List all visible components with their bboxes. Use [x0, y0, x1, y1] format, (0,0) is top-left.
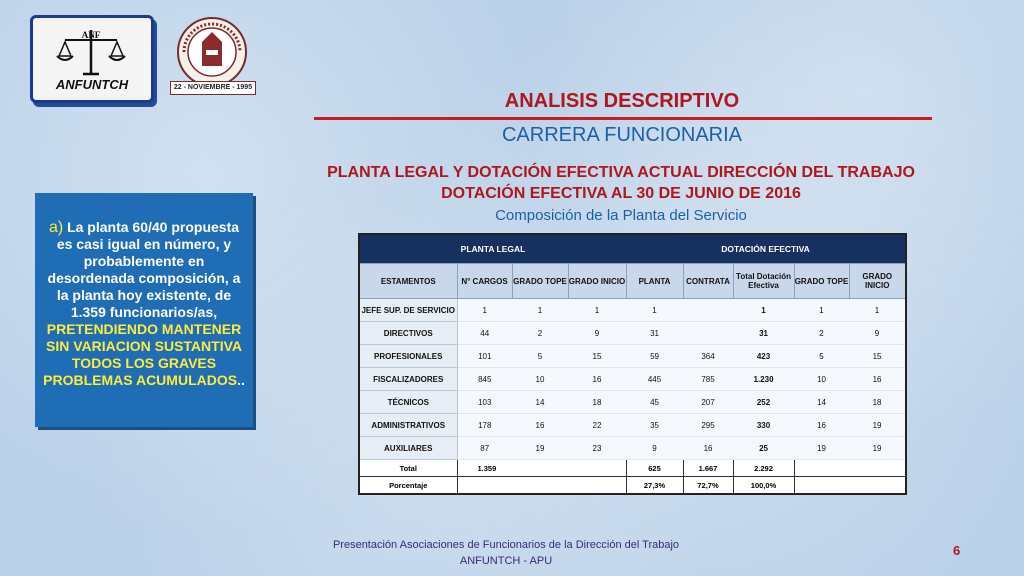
table-row [359, 299, 906, 322]
slide-title: ANALISIS DESCRIPTIVO [504, 90, 740, 112]
title-underline [314, 117, 932, 120]
table-cell: 45 [626, 391, 683, 414]
table-cell: 87 [457, 437, 512, 460]
table-cell: 10 [512, 368, 568, 391]
table-row [359, 414, 906, 437]
table-cell: 1 [849, 299, 906, 322]
row-label: AUXILIARES [359, 437, 457, 460]
table-cell: 1 [512, 299, 568, 322]
table-cell: 9 [568, 322, 626, 345]
footer-text: Presentación Asociaciones de Funcionarios de la Dirección del Trabajo [332, 539, 680, 551]
table-cell: 178 [457, 414, 512, 437]
table-cell: 1 [626, 299, 683, 322]
note-emphasis: PRETENDIENDO MANTENER SIN VARIACION SUSTANTIVA TODOS LOS GRAVES PROBLEMAS ACUMULADOS [43, 321, 242, 388]
table-cell: 364 [683, 345, 733, 368]
staffing-table-container [358, 233, 905, 495]
percentage-label: Porcentaje [359, 477, 457, 495]
slide-subtitle: CARRERA FUNCIONARIA [501, 124, 743, 146]
apu-logo [162, 12, 256, 97]
table-row [359, 368, 906, 391]
table-cell: 103 [457, 391, 512, 414]
analysis-note-box [35, 193, 253, 427]
table-cell: 9 [626, 437, 683, 460]
col-header: N° CARGOS [457, 264, 512, 299]
table-cell: 19 [849, 414, 906, 437]
table-cell: 16 [849, 368, 906, 391]
table-cell: 1 [733, 299, 794, 322]
table-column-header [359, 264, 906, 299]
note-prefix: a) [48, 219, 64, 236]
table-body [359, 299, 906, 460]
table-cell: 25 [733, 437, 794, 460]
table-cell: 1.230 [733, 368, 794, 391]
table-row [359, 322, 906, 345]
col-header: GRADO INICIO [849, 264, 906, 299]
table-row [359, 437, 906, 460]
table-row [359, 391, 906, 414]
total-label: Total [359, 460, 457, 477]
percentage-planta: 27,3% [626, 477, 683, 495]
table-cell: 16 [568, 368, 626, 391]
section-subheading: DOTACIÓN EFECTIVA AL 30 DE JUNIO DE 2016 [441, 185, 801, 202]
table-cell: 16 [794, 414, 849, 437]
table-cell: 1 [568, 299, 626, 322]
table-cell: 23 [568, 437, 626, 460]
table-cell: 785 [683, 368, 733, 391]
table-percentage-row [359, 477, 906, 495]
table-cell: 14 [512, 391, 568, 414]
percentage-dotacion: 100,0% [733, 477, 794, 495]
col-header: Total Dotación Efectiva [733, 264, 794, 299]
table-cell: 18 [849, 391, 906, 414]
table-cell: 19 [849, 437, 906, 460]
percentage-empty-right [794, 477, 906, 495]
table-cell: 16 [683, 437, 733, 460]
table-cell: 15 [568, 345, 626, 368]
table-caption: Composición de la Planta del Servicio [495, 207, 747, 224]
percentage-empty [457, 477, 626, 495]
col-header: GRADO TOPE [794, 264, 849, 299]
table-cell: 445 [626, 368, 683, 391]
total-cargos: 1.359 [457, 460, 626, 477]
table-cell: 59 [626, 345, 683, 368]
table-cell: 44 [457, 322, 512, 345]
table-cell: 1 [457, 299, 512, 322]
total-dotacion: 2.292 [733, 460, 794, 477]
footer-org: ANFUNTCH - APU [459, 555, 553, 567]
table-cell: 1 [794, 299, 849, 322]
table-cell: 252 [733, 391, 794, 414]
total-contrata: 1.667 [683, 460, 733, 477]
row-label: PROFESIONALES [359, 345, 457, 368]
table-cell: 5 [512, 345, 568, 368]
percentage-contrata: 72,7% [683, 477, 733, 495]
table-group-header [359, 234, 906, 264]
table-cell: 845 [457, 368, 512, 391]
table-row [359, 345, 906, 368]
anfuntch-logo-text: ANFUNTCH [55, 77, 129, 92]
note-text: La planta 60/40 propuesta es casi igual en número, y probablemente en desordenada composición, a la planta hoy existente, de 1.359 funcionarios/as, [47, 219, 241, 320]
total-empty [794, 460, 906, 477]
scales-icon [55, 26, 127, 78]
row-label: ADMINISTRATIVOS [359, 414, 457, 437]
table-cell: 31 [733, 322, 794, 345]
table-cell: 22 [568, 414, 626, 437]
col-header: ESTAMENTOS [359, 264, 457, 299]
table-cell: 101 [457, 345, 512, 368]
total-planta: 625 [626, 460, 683, 477]
table-cell: 330 [733, 414, 794, 437]
table-cell: 31 [626, 322, 683, 345]
note-suffix: .. [237, 372, 245, 388]
row-label: DIRECTIVOS [359, 322, 457, 345]
table-cell: 10 [794, 368, 849, 391]
table-cell: 18 [568, 391, 626, 414]
apu-seal-icon [162, 12, 256, 88]
table-cell: 5 [794, 345, 849, 368]
section-heading: PLANTA LEGAL Y DOTACIÓN EFECTIVA ACTUAL DIRECCIÓN DEL TRABAJO [327, 164, 915, 181]
row-label: TÉCNICOS [359, 391, 457, 414]
table-cell: 423 [733, 345, 794, 368]
table-cell: 14 [794, 391, 849, 414]
col-header: GRADO TOPE [512, 264, 568, 299]
table-cell: 16 [512, 414, 568, 437]
table-cell: 295 [683, 414, 733, 437]
table-cell: 35 [626, 414, 683, 437]
svg-text:ANF: ANF [81, 30, 101, 40]
col-header: GRADO INICIO [568, 264, 626, 299]
apu-founding-date: 22 - NOVIEMBRE - 1995 [170, 81, 256, 95]
table-total-row [359, 460, 906, 477]
table-cell [683, 299, 733, 322]
table-cell: 15 [849, 345, 906, 368]
col-header: PLANTA [626, 264, 683, 299]
staffing-table [358, 233, 907, 495]
table-cell: 2 [512, 322, 568, 345]
page-number: 6 [953, 543, 961, 558]
table-cell: 2 [794, 322, 849, 345]
table-cell: 207 [683, 391, 733, 414]
table-cell [683, 322, 733, 345]
group-planta-legal: PLANTA LEGAL [359, 234, 626, 264]
table-cell: 19 [794, 437, 849, 460]
table-cell: 19 [512, 437, 568, 460]
row-label: JEFE SUP. DE SERVICIO [359, 299, 457, 322]
table-cell: 9 [849, 322, 906, 345]
row-label: FISCALIZADORES [359, 368, 457, 391]
group-dotacion-efectiva: DOTACIÓN EFECTIVA [626, 234, 906, 264]
col-header: CONTRATA [683, 264, 733, 299]
